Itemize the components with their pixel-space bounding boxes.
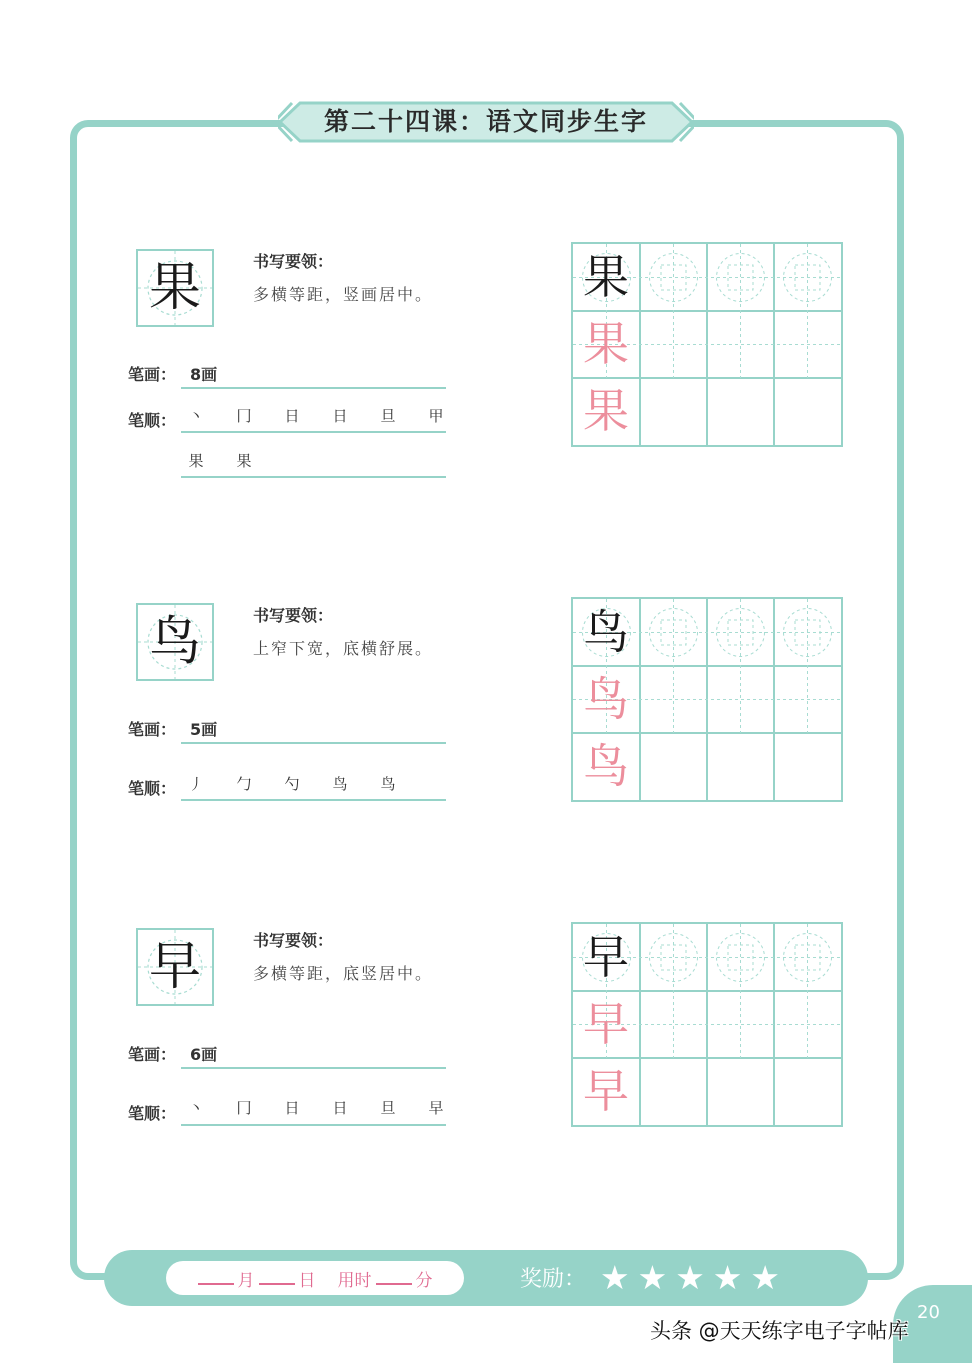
- grid-char-trace: 早: [583, 1064, 629, 1118]
- day-label: 日: [298, 1270, 316, 1291]
- stroke-step: 日: [332, 407, 348, 425]
- grid-char-trace: 果: [583, 384, 629, 438]
- reward-stars[interactable]: [600, 1260, 780, 1296]
- tips-text: 多横等距，竖画居中。: [253, 285, 434, 304]
- day-blank[interactable]: [259, 1271, 295, 1285]
- stroke-count-label: 笔画：: [128, 720, 177, 739]
- char-sample: 早: [148, 937, 201, 997]
- stroke-step: 冂: [236, 1099, 252, 1117]
- reward-label: 奖励：: [520, 1267, 587, 1292]
- grid-char-model: 鸟: [583, 605, 629, 659]
- stroke-count-value: 6画: [190, 1045, 218, 1064]
- stroke-order-sequence: [172, 773, 412, 794]
- char-sample: 鸟: [148, 612, 201, 672]
- grid-char-trace: 早: [583, 997, 629, 1051]
- stroke-step: 冂: [236, 407, 252, 425]
- char-sample-box: [136, 928, 214, 1006]
- stroke-count-value: 8画: [190, 365, 218, 384]
- stroke-order-sequence: [172, 405, 460, 426]
- stroke-step: 勺: [284, 775, 300, 793]
- page-title: 第二十四课：语文同步生字: [323, 107, 648, 136]
- star-icon[interactable]: ★: [712, 1258, 743, 1297]
- underline: [181, 431, 446, 433]
- watermark: 头条 @天天练字电子字帖库: [650, 1319, 909, 1343]
- underline: [181, 742, 446, 744]
- star-icon[interactable]: ★: [750, 1258, 780, 1297]
- stroke-step: 日: [284, 1099, 300, 1117]
- practice-grid[interactable]: [571, 922, 843, 1127]
- tips-title: 书写要领：: [253, 931, 334, 950]
- month-label: 月: [237, 1270, 255, 1291]
- page-number: 20: [917, 1302, 940, 1323]
- stroke-step: 甲: [428, 407, 444, 425]
- underline: [181, 387, 446, 389]
- stroke-step: 丿: [188, 775, 204, 793]
- stroke-count-value: 5画: [190, 720, 218, 739]
- stroke-step: 鸟: [380, 775, 396, 793]
- stroke-step: 日: [284, 407, 300, 425]
- minute-label: 分: [415, 1270, 433, 1291]
- char-sample: 果: [148, 258, 201, 318]
- tips-text: 上窄下宽，底横舒展。: [253, 639, 434, 658]
- time-used-label: 用时: [337, 1270, 372, 1291]
- char-sample-box: [136, 249, 214, 327]
- stroke-order-sequence-line2: [172, 450, 268, 471]
- tips-title: 书写要领：: [253, 252, 334, 271]
- stroke-step: 丶: [188, 407, 204, 425]
- star-icon[interactable]: ★: [600, 1258, 630, 1297]
- stroke-step: 旦: [380, 407, 396, 425]
- stroke-step: 日: [332, 1099, 348, 1117]
- grid-char-trace: 鸟: [583, 672, 629, 726]
- underline: [181, 1067, 446, 1069]
- grid-char-model: 果: [583, 250, 629, 304]
- stroke-count-label: 笔画：: [128, 365, 177, 384]
- underline: [181, 799, 446, 801]
- grid-char-trace: 果: [583, 317, 629, 371]
- star-icon[interactable]: ★: [675, 1258, 705, 1297]
- stroke-step: 旦: [380, 1099, 396, 1117]
- stroke-step: 果: [188, 452, 204, 470]
- tips-text: 多横等距，底竖居中。: [253, 964, 434, 983]
- practice-grid[interactable]: [571, 597, 843, 802]
- underline: [181, 1124, 446, 1126]
- char-sample-box: [136, 603, 214, 681]
- grid-char-model: 早: [583, 930, 629, 984]
- stroke-step: 果: [236, 452, 252, 470]
- minutes-blank[interactable]: [376, 1271, 412, 1285]
- tips-title: 书写要领：: [253, 606, 334, 625]
- stroke-order-label: 笔顺：: [128, 411, 177, 430]
- stroke-step: 勹: [236, 775, 252, 793]
- stroke-order-sequence: [172, 1097, 460, 1118]
- stroke-step: 丶: [188, 1099, 204, 1117]
- date-time-field[interactable]: [166, 1261, 464, 1295]
- title-banner: [278, 101, 694, 143]
- stroke-order-label: 笔顺：: [128, 1104, 177, 1123]
- grid-char-trace: 鸟: [583, 739, 629, 793]
- stroke-order-label: 笔顺：: [128, 779, 177, 798]
- stroke-step: 早: [428, 1099, 444, 1117]
- star-icon[interactable]: ★: [637, 1258, 668, 1297]
- stroke-count-label: 笔画：: [128, 1045, 177, 1064]
- stroke-step: 鸟: [332, 775, 348, 793]
- underline: [181, 476, 446, 478]
- practice-grid[interactable]: [571, 242, 843, 447]
- month-blank[interactable]: [198, 1271, 234, 1285]
